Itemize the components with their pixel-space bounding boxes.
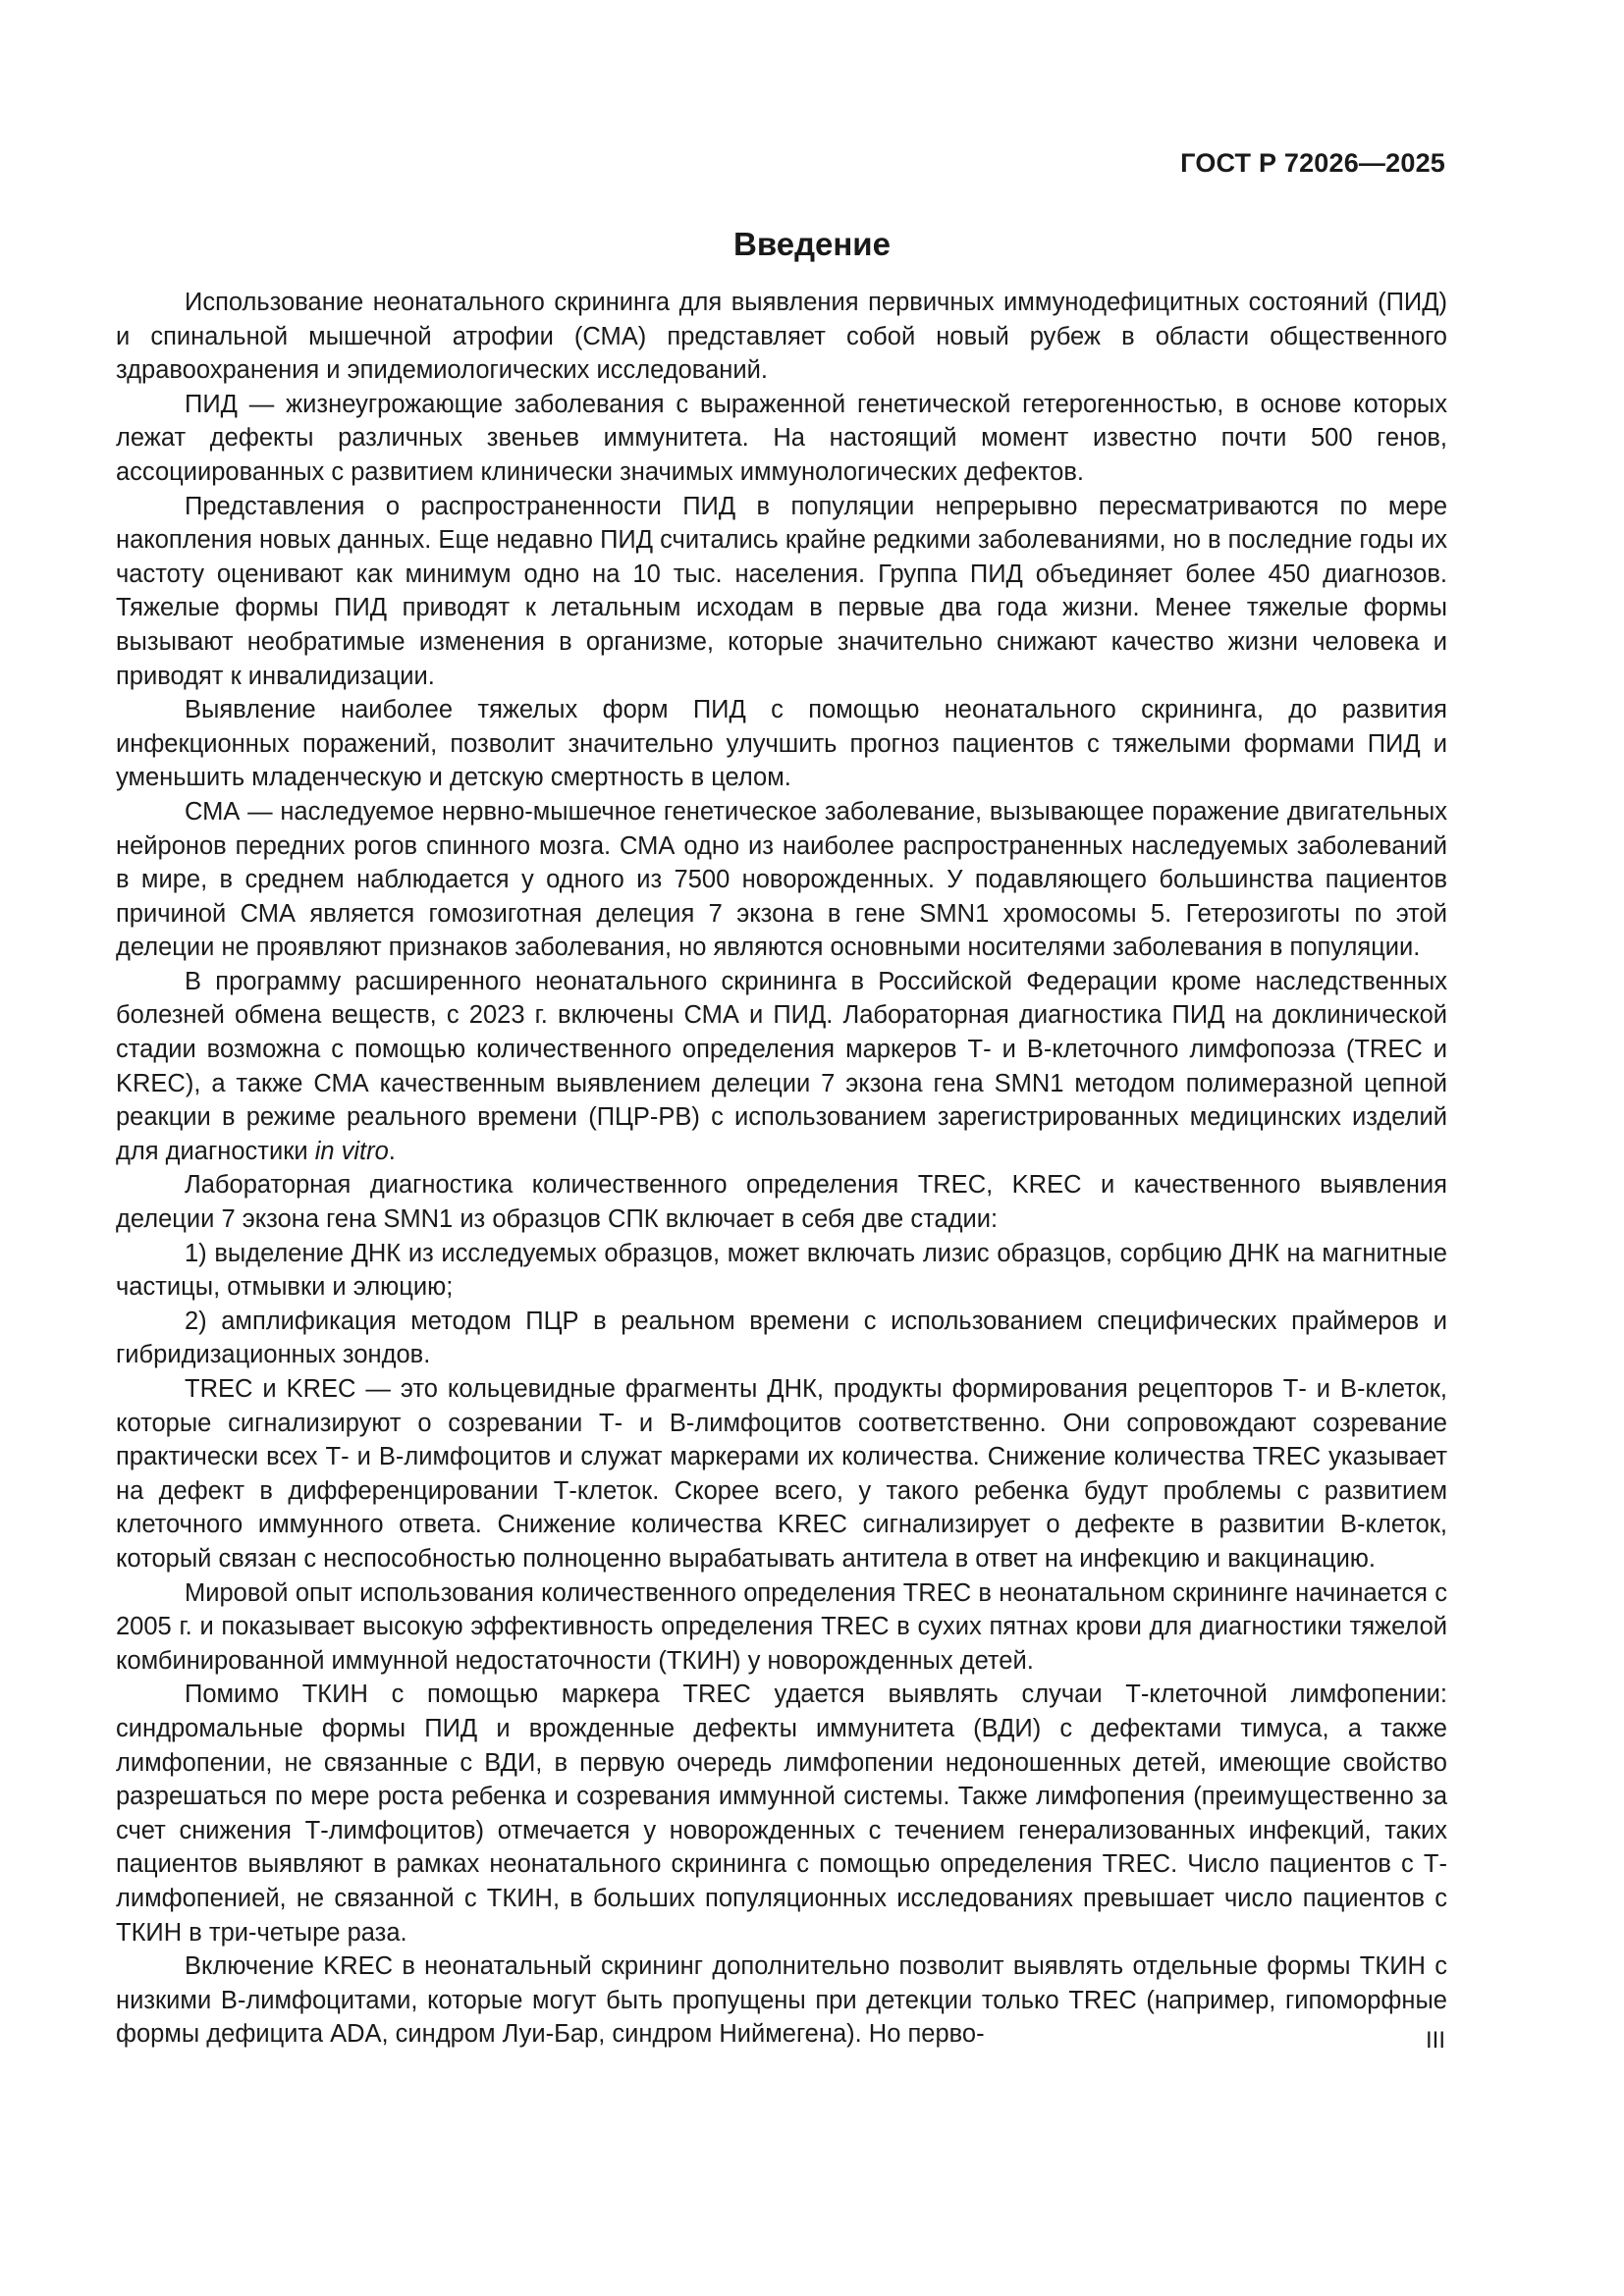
page-number: III xyxy=(1425,2027,1445,2054)
paragraph: ПИД — жизнеугрожающие заболевания с выраженной генетической гетерогенностью, в основе которых лежат дефекты различных звеньев иммунитета. На настоящий момент известно почти 500 генов, ассоциированных с развитием клинически значимых иммунологических дефектов. xyxy=(116,390,1447,486)
paragraph: TREC и KREC — это кольцевидные фрагменты ДНК, продукты формирования рецепторов Т- и В-клеток, которые сигнализируют о созревании Т- и В-лимфоцитов соответственно. Они сопровождают созревание практически всех Т- и В-лимфоцитов и служат маркерами их количества. Снижение количества TREC указывает на дефект в дифференцировании Т-клеток. Скорее всего, у такого ребенка будут проблемы с развитием клеточного иммунного ответа. Снижение количества KREC сигнализирует о дефекте в развитии В-клеток, который связан с неспособностью полноценно вырабатывать антитела в ответ на инфекцию и вакцинацию. xyxy=(116,1375,1447,1573)
paragraph: Мировой опыт использования количественного определения TREC в неонатальном скрининге начинается с 2005 г. и показывает высокую эффективность определения TREC в сухих пятнах крови для диагностики тяжелой комбинированной иммунной недостаточности (ТКИН) у новорожденных детей. xyxy=(116,1578,1447,1675)
paragraph: СМА — наследуемое нервно-мышечное генетическое заболевание, вызывающее поражение двигательных нейронов передних рогов спинного мозга. СМА одно из наиболее распространенных наследуемых заболеваний в мире, в среднем наблюдается у одного из 7500 новорожденных. У подавляющего большинства пациентов причиной СМА является гомозиготная делеция 7 экзона в гене SMN1 хромосомы 5. Гетерозиготы по этой делеции не проявляют признаков заболевания, но являются основными носителями заболевания в популяции. xyxy=(116,797,1447,962)
paragraph-end: . xyxy=(388,1137,396,1165)
italic-term: in vitro xyxy=(314,1137,389,1165)
paragraph xyxy=(116,965,1447,1169)
paragraph: Выявление наиболее тяжелых форм ПИД с помощью неонатального скрининга, до развития инфекционных поражений, позволит значительно улучшить прогноз пациентов с тяжелыми формами ПИД и уменьшить младенческую и детскую смертность в целом. xyxy=(116,696,1447,792)
paragraph: Представления о распространенности ПИД в популяции непрерывно пересматриваются по мере накопления новых данных. Еще недавно ПИД считались крайне редкими заболеваниями, но в последние годы их частоту оценивают как минимум одно на 10 тыс. населения. Группа ПИД объединяет более 450 диагнозов. Тяжелые формы ПИД приводят к летальным исходам в первые два года жизни. Менее тяжелые формы вызывают необратимые изменения в организме, которые значительно снижают качество жизни человека и приводят к инвалидизации. xyxy=(116,492,1447,690)
list-item: 2) амплификация методом ПЦР в реальном времени с использованием специфических праймеров и гибридизационных зондов. xyxy=(116,1307,1447,1369)
paragraph: Лабораторная диагностика количественного определения TREC, KREC и качественного выявления делеции 7 экзона гена SMN1 из образцов СПК включает в себя две стадии: xyxy=(116,1171,1447,1234)
paragraph: Включение KREC в неонатальный скрининг дополнительно позволит выявлять отдельные формы ТКИН с низкими В-лимфоцитами, которые могут быть пропущены при детекции только TREC (например, гипоморфные формы дефицита ADA, синдром Луи-Бар, синдром Ниймегена). Но перво- xyxy=(116,1952,1447,2049)
paragraph-text: В программу расширенного неонатального скрининга в Российской Федерации кроме наследственных болезней обмена веществ, с 2023 г. включены СМА и ПИД. Лабораторная диагностика ПИД на доклинической стадии возможна с помощью количественного определения маркеров Т- и В-клеточного лимфопоэза (TREC и KREC), а также СМА качественным выявлением делеции 7 экзона гена SMN1 методом полимеразной цепной реакции в режиме реального времени (ПЦР-РВ) с использованием зарегистрированных медицинских изделий для диагностики xyxy=(116,967,1447,1165)
paragraph: Использование неонатального скрининга для выявления первичных иммунодефицитных состояний (ПИД) и спинальной мышечной атрофии (СМА) представляет собой новый рубеж в области общественного здравоохранения и эпидемиологических исследований. xyxy=(116,289,1447,385)
document-code: ГОСТ Р 72026—2025 xyxy=(1180,148,1445,178)
list-item: 1) выделение ДНК из исследуемых образцов, может включать лизис образцов, сорбцию ДНК на магнитные частицы, отмывки и элюцию; xyxy=(116,1239,1447,1302)
page-title: Введение xyxy=(733,226,891,262)
paragraph: Помимо ТКИН с помощью маркера TREC удается выявлять случаи Т-клеточной лимфопении: синдромальные формы ПИД и врожденные дефекты иммунитета (ВДИ) с дефектами тимуса, а также лимфопении, не связанные с ВДИ, в первую очередь лимфопении недоношенных детей, имеющие свойство разрешаться по мере роста ребенка и созревания иммунной системы. Также лимфопения (преимущественно за счет снижения Т-лимфоцитов) отмечается у новорожденных с течением генерализованных инфекций, таких пациентов выявляют в рамках неонатального скрининга с помощью определения TREC. Число пациентов с Т-лимфопенией, не связанной с ТКИН, в больших популяционных исследованиях превышает число пациентов с ТКИН в три-четыре раза. xyxy=(116,1681,1447,1947)
body-text xyxy=(116,286,1447,2052)
